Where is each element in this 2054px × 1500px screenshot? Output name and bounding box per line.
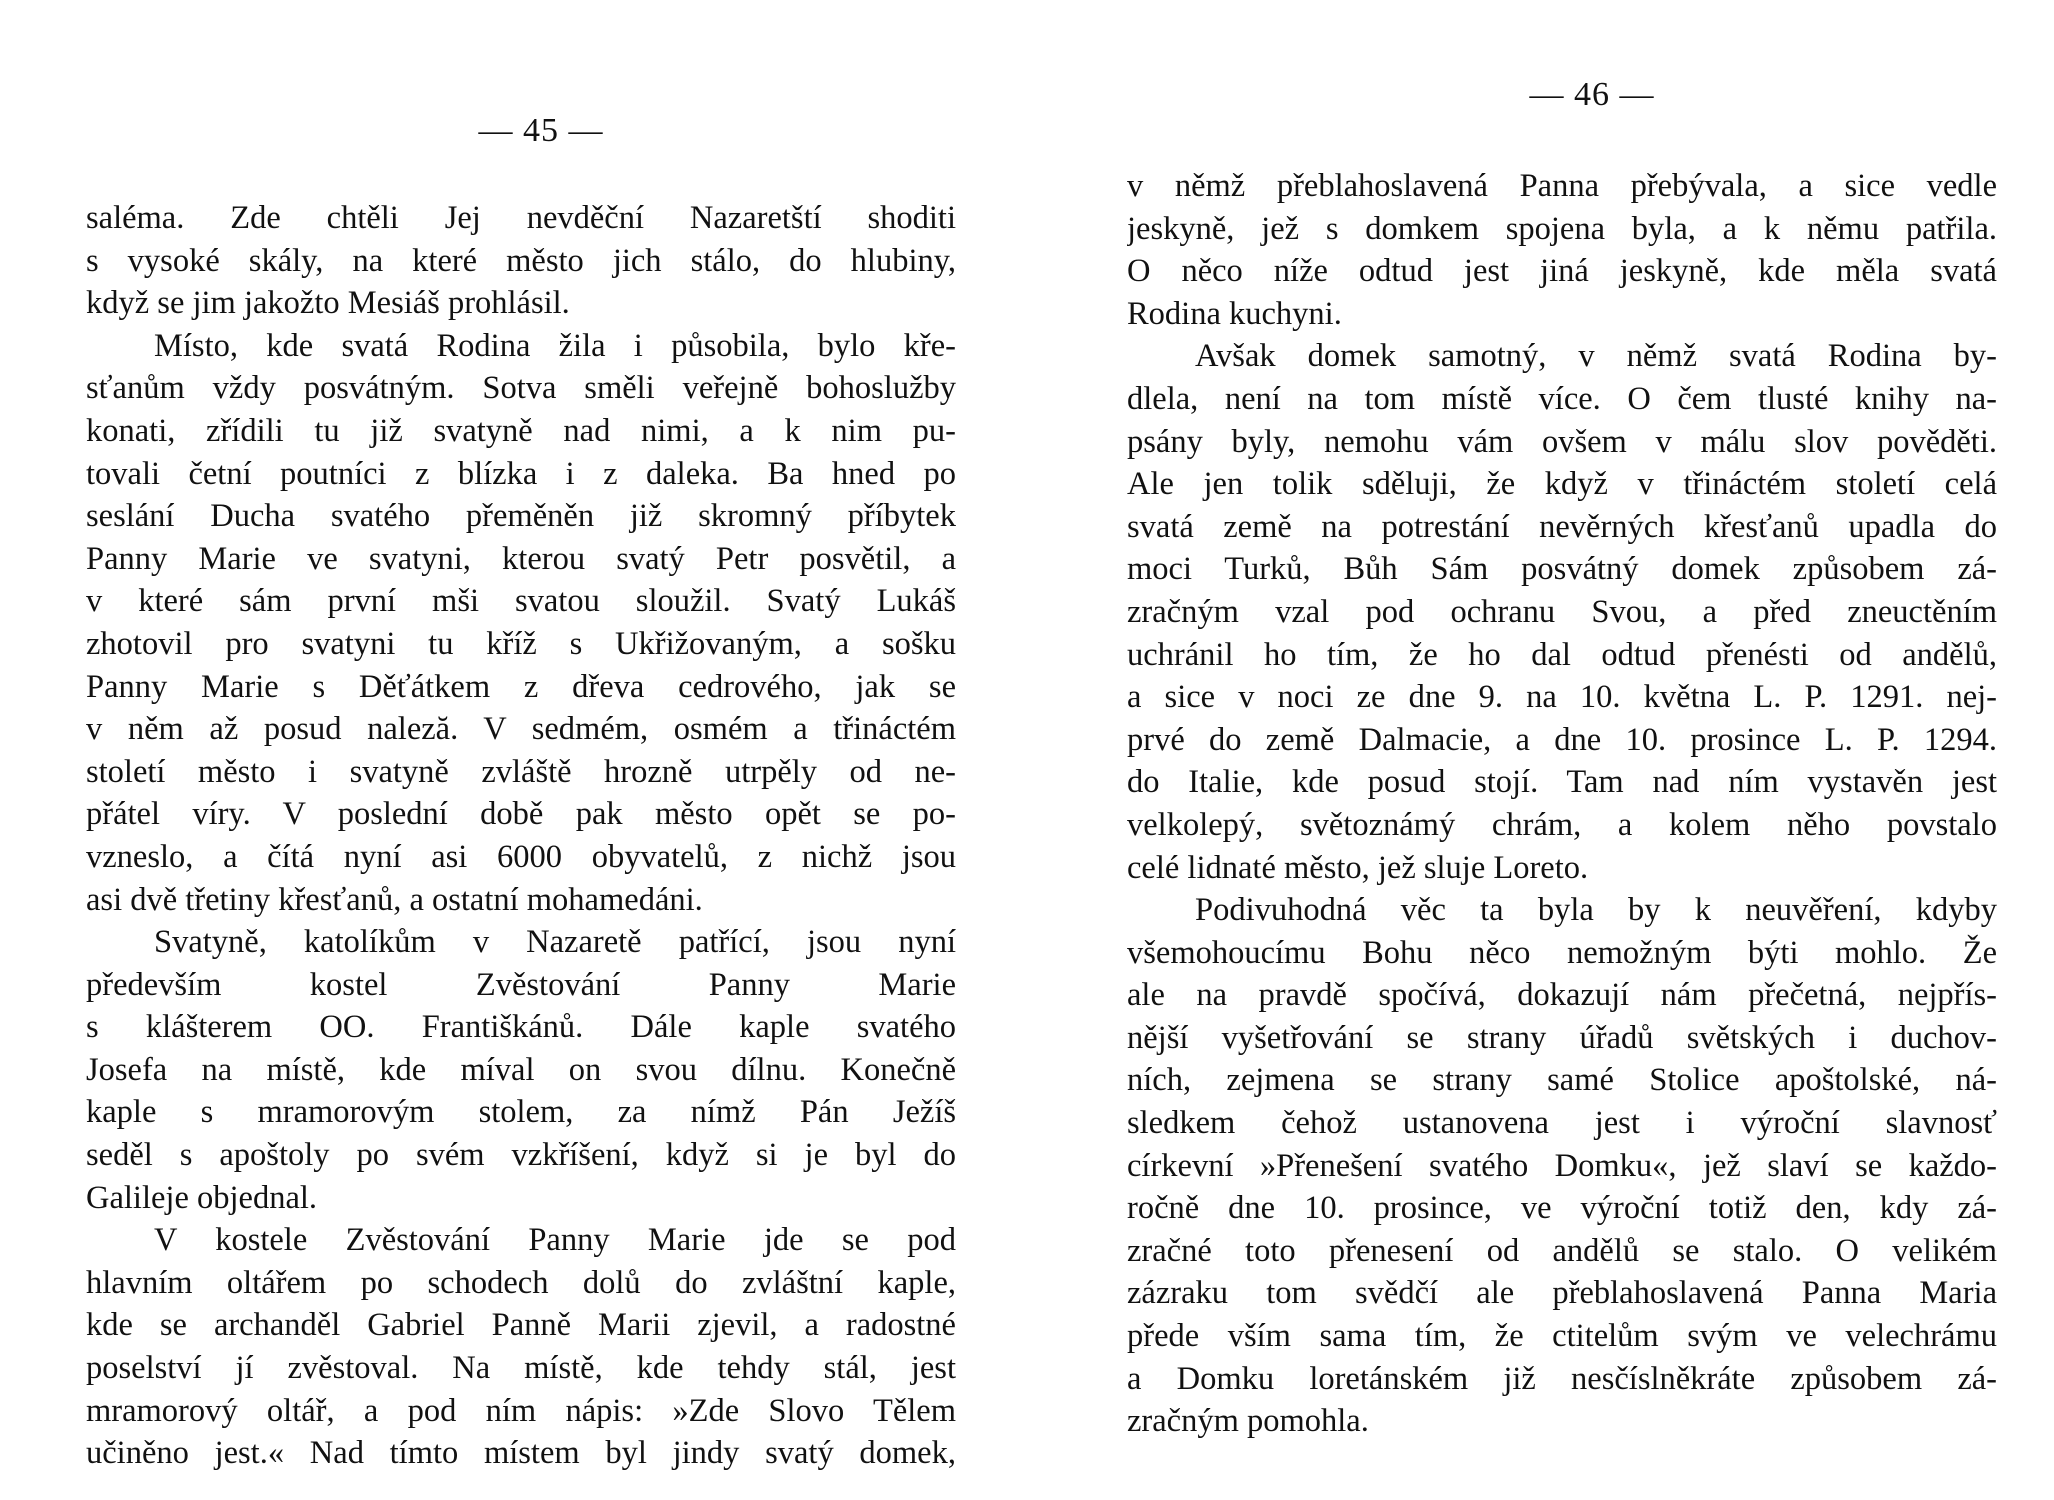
text-line: tovali četní poutníci z blízka i z daleka. Ba hned po <box>86 455 956 492</box>
text-line: ročně dne 10. prosince, ve výroční totiž den, kdy zá- <box>1127 1190 1997 1227</box>
text-line: vzneslo, a čítá nyní asi 6000 obyvatelů, z nichž jsou <box>86 838 956 875</box>
page-text <box>1127 165 1997 1443</box>
text-line: zračným pomohla. <box>1127 1403 1369 1440</box>
text-line: uchránil ho tím, že ho dal odtud přenésti od andělů, <box>1127 636 1997 673</box>
text-line: kaple s mramorovým stolem, za nímž Pán Ježíš <box>86 1094 956 1131</box>
text-line: O něco níže odtud jest jiná jeskyně, kde měla svatá <box>1127 253 1997 290</box>
text-line: saléma. Zde chtěli Jej nevděční Nazaretští shoditi <box>86 200 956 236</box>
text-line: a sice v noci ze dne 9. na 10. května L. P. 1291. nej- <box>1127 679 1997 716</box>
text-line: a Domku loretánském již nesčíslněkráte způsobem zá- <box>1127 1360 1997 1397</box>
text-line: Ale jen tolik sděluji, že když v třináctém století celá <box>1127 466 1997 503</box>
text-line: přátel víry. V poslední době pak město opět se po- <box>86 796 956 833</box>
text-line: prvé do země Dalmacie, a dne 10. prosince L. P. 1294. <box>1127 721 1997 758</box>
text-line: v němž přeblahoslavená Panna přebývala, a sice vedle <box>1127 168 1997 204</box>
text-line: jeskyně, jež s domkem spojena byla, a k němu patřila. <box>1127 210 1997 247</box>
text-line: poselství jí zvěstoval. Na místě, kde tehdy stál, jest <box>86 1350 956 1387</box>
text-line: celé lidnaté město, jež sluje Loreto. <box>1127 849 1589 886</box>
text-line: V kostele Zvěstování Panny Marie jde se pod <box>154 1222 956 1259</box>
text-line: s klášterem OO. Františkánů. Dále kaple svatého <box>86 1009 956 1046</box>
text-line: Galileje objednal. <box>86 1179 318 1216</box>
text-line: století město i svatyně zvláště hrozně utrpěly od ne- <box>86 753 956 790</box>
text-line: kde se archanděl Gabriel Panně Marii zjevil, a radostné <box>86 1307 956 1344</box>
text-line: s vysoké skály, na které město jich stálo, do hlubiny, <box>86 242 956 279</box>
text-line: mramorový oltář, a pod ním nápis: »Zde Slovo Tělem <box>86 1392 956 1429</box>
text-line: především kostel Zvěstování Panny Marie <box>86 966 956 1003</box>
text-line: velkolepý, světoznámý chrám, a kolem něho povstalo <box>1127 806 1997 843</box>
text-line: zračným vzal pod ochranu Svou, a před zneuctěním <box>1127 593 1997 630</box>
text-line: Panny Marie ve svatyni, kterou svatý Petr posvětil, a <box>86 540 956 577</box>
text-line: hlavním oltářem po schodech dolů do zvláštní kaple, <box>86 1264 956 1301</box>
text-line: zázraku tom svědčí ale přeblahoslavená Panna Maria <box>1127 1275 1997 1312</box>
page-number: — 45 — <box>478 112 604 149</box>
text-line: Rodina kuchyni. <box>1127 295 1342 332</box>
text-line: seděl s apoštoly po svém vzkříšení, když si je byl do <box>86 1137 956 1174</box>
text-line: přede vším sama tím, že ctitelům svým ve velechrámu <box>1127 1318 1997 1355</box>
text-line: Avšak domek samotný, v němž svatá Rodina by- <box>1195 338 1997 375</box>
text-line: sledkem čehož ustanovena jest i výroční slavnosť <box>1127 1105 1997 1142</box>
text-line: Místo, kde svatá Rodina žila i působila, bylo kře- <box>154 327 956 364</box>
text-line: moci Turků, Bůh Sám posvátný domek způsobem zá- <box>1127 551 1997 588</box>
text-line: do Italie, kde posud stojí. Tam nad ním vystavěn jest <box>1127 764 1997 801</box>
text-line: Josefa na místě, kde míval on svou dílnu. Konečně <box>86 1051 956 1088</box>
text-line: seslání Ducha svatého přeměněn již skromný příbytek <box>86 498 956 535</box>
text-line: všemohoucímu Bohu něco nemožným býti mohlo. Že <box>1127 934 1997 971</box>
text-line: svatá země na potrestání nevěrných křesťanů upadla do <box>1127 508 1997 545</box>
text-line: psány byly, nemohu vám ovšem v málu slov pověděti. <box>1127 423 1997 460</box>
text-line: církevní »Přenešení svatého Domku«, jež slaví se každo- <box>1127 1147 1997 1184</box>
text-line: Panny Marie s Děťátkem z dřeva cedrového, jak se <box>86 668 956 705</box>
text-line: Podivuhodná věc ta byla by k neuvěření, kdyby <box>1195 892 1997 929</box>
text-line: v něm až posud naleză. V sedmém, osmém a třináctém <box>86 711 956 748</box>
page-number: — 46 — <box>1529 76 1655 113</box>
text-line: zhotovil pro svatyni tu kříž s Ukřižovaným, a sošku <box>86 625 956 662</box>
text-line: konati, zřídili tu již svatyně nad nimi, a k nim pu- <box>86 412 956 449</box>
text-line: ale na pravdě spočívá, dokazují nám přečetná, nejpřís- <box>1127 977 1997 1014</box>
text-line: nější vyšetřování se strany úřadů světských i duchov- <box>1127 1019 1997 1056</box>
text-line: ních, zejmena se strany samé Stolice apoštolské, ná- <box>1127 1062 1997 1099</box>
text-line: sťanům vždy posvátným. Sotva směli veřejně bohoslužby <box>86 370 956 407</box>
text-line: zračné toto přenesení od andělů se stalo. O velikém <box>1127 1232 1997 1269</box>
text-line: asi dvě třetiny křesťanů, a ostatní mohamedáni. <box>86 881 703 918</box>
text-line: když se jim jakožto Mesiáš prohlásil. <box>86 285 570 322</box>
page-text <box>86 197 956 1475</box>
text-line: v které sám první mši svatou sloužil. Svatý Lukáš <box>86 583 956 620</box>
text-line: učiněno jest.« Nad tímto místem byl jindy svatý domek, <box>86 1435 956 1472</box>
text-line: dlela, není na tom místě více. O čem tlusté knihy na- <box>1127 380 1997 417</box>
text-line: Svatyně, katolíkům v Nazaretě patřící, jsou nyní <box>154 924 956 961</box>
